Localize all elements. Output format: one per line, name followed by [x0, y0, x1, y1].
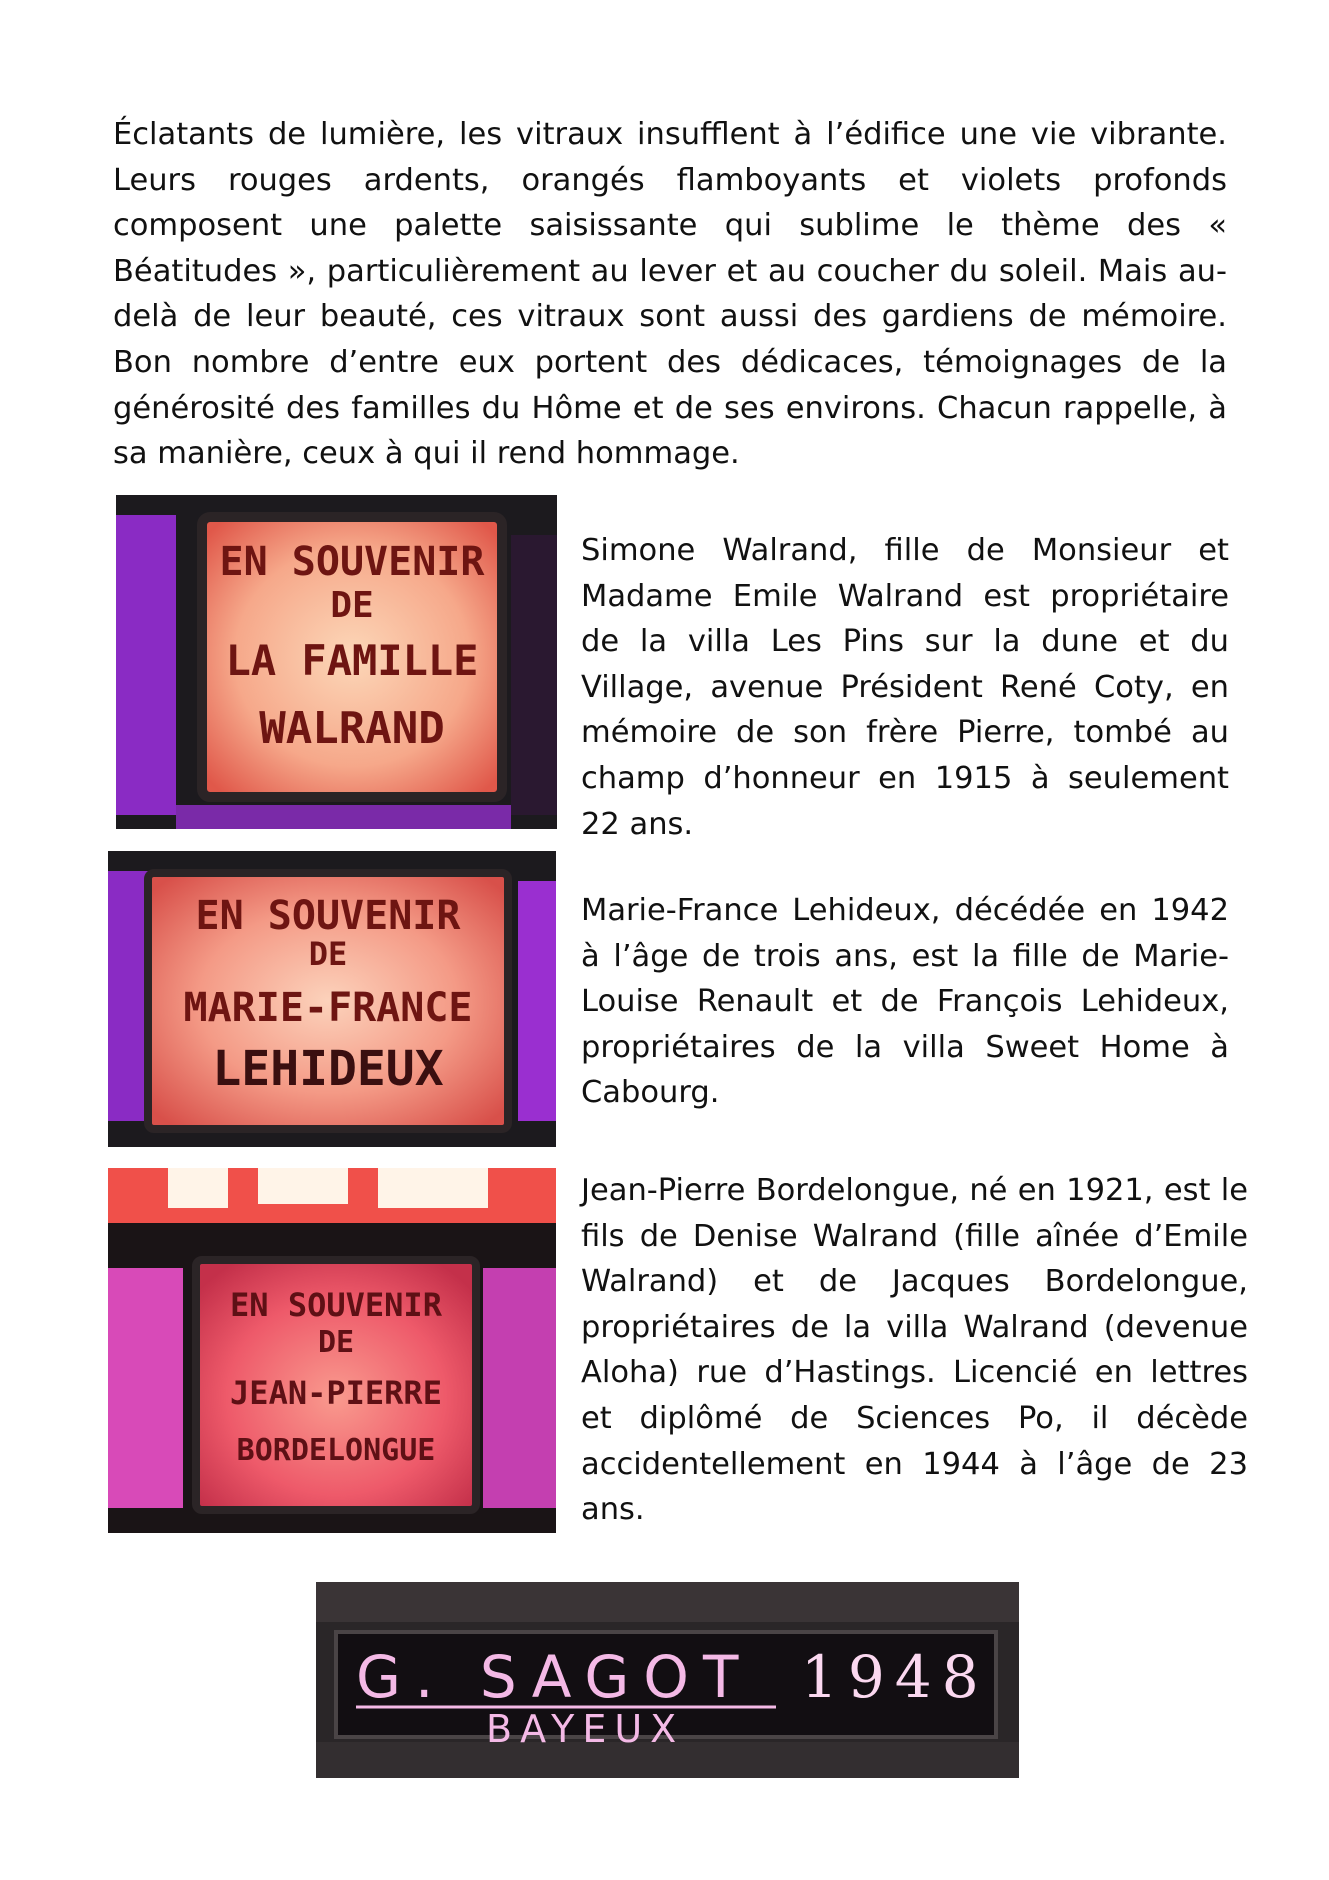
- glass-line: LA FAMILLE: [225, 636, 479, 685]
- caption-lehideux: Marie-France Lehideux, décédée en 1942 à l’âge de trois ans, est la fille de Marie-Louise Renault et de François Lehideux, propriétaires de la villa Sweet Home à Cabourg.: [581, 893, 1229, 1111]
- glass-line: LEHIDEUX: [212, 1041, 444, 1097]
- intro-paragraph: Éclatants de lumière, les vitraux insufflent à l’édifice une vie vibrante. Leurs rouges ardents, orangés flamboyants et violets profonds composent une palette saisissante qui sublime le thème des « Béatitudes », particulièrement au lever et au coucher du soleil. Mais au-delà de leur beauté, ces vitraux sont aussi des gardiens de mémoire. Bon nombre d’entre eux portent des dédicaces, témoignages de la générosité des familles du Hôme et de ses environs. Chacun rappelle, à sa manière, ceux à qui il rend hommage.: [113, 117, 1227, 472]
- caption-bordelongue: Jean-Pierre Bordelongue, né en 1921, est le fils de Denise Walrand (fille aînée d’Emile Walrand) et de Jacques Bordelongue, propriétaires de la villa Walrand (devenue Aloha) rue d’Hastings. Licencié en lettres et diplômé de Sciences Po, il décède accidentellement en 1944 à l’âge de 23 ans.: [581, 1173, 1248, 1528]
- stained-glass-photo-bordelongue: [108, 1168, 556, 1533]
- glass-line: DE: [308, 935, 348, 973]
- signature-name: G. SAGOT: [356, 1643, 753, 1711]
- glass-line: DE: [317, 1325, 355, 1360]
- stained-glass-photo-walrand: [116, 495, 557, 829]
- glass-line: JEAN-PIERRE: [230, 1374, 442, 1412]
- signature-place: BAYEUX: [486, 1707, 685, 1751]
- glass-line: MARIE-FRANCE: [183, 985, 473, 1031]
- glass-line: DE: [330, 585, 374, 626]
- glass-line: EN SOUVENIR: [230, 1286, 442, 1324]
- caption-walrand: Simone Walrand, fille de Monsieur et Madame Emile Walrand est propriétaire de la villa Les Pins sur la dune et du Village, avenue Président René Coty, en mémoire de son frère Pierre, tombé au champ d’honneur en 1915 à seulement 22 ans.: [581, 533, 1229, 842]
- signature-year: 1948: [801, 1643, 989, 1711]
- glass-line: BORDELONGUE: [236, 1433, 436, 1468]
- artist-signature-photo: [316, 1582, 1019, 1778]
- glass-line: EN SOUVENIR: [219, 539, 485, 585]
- glass-line: EN SOUVENIR: [195, 893, 461, 939]
- stained-glass-photo-lehideux: [108, 851, 556, 1147]
- glass-line: WALRAND: [259, 703, 445, 754]
